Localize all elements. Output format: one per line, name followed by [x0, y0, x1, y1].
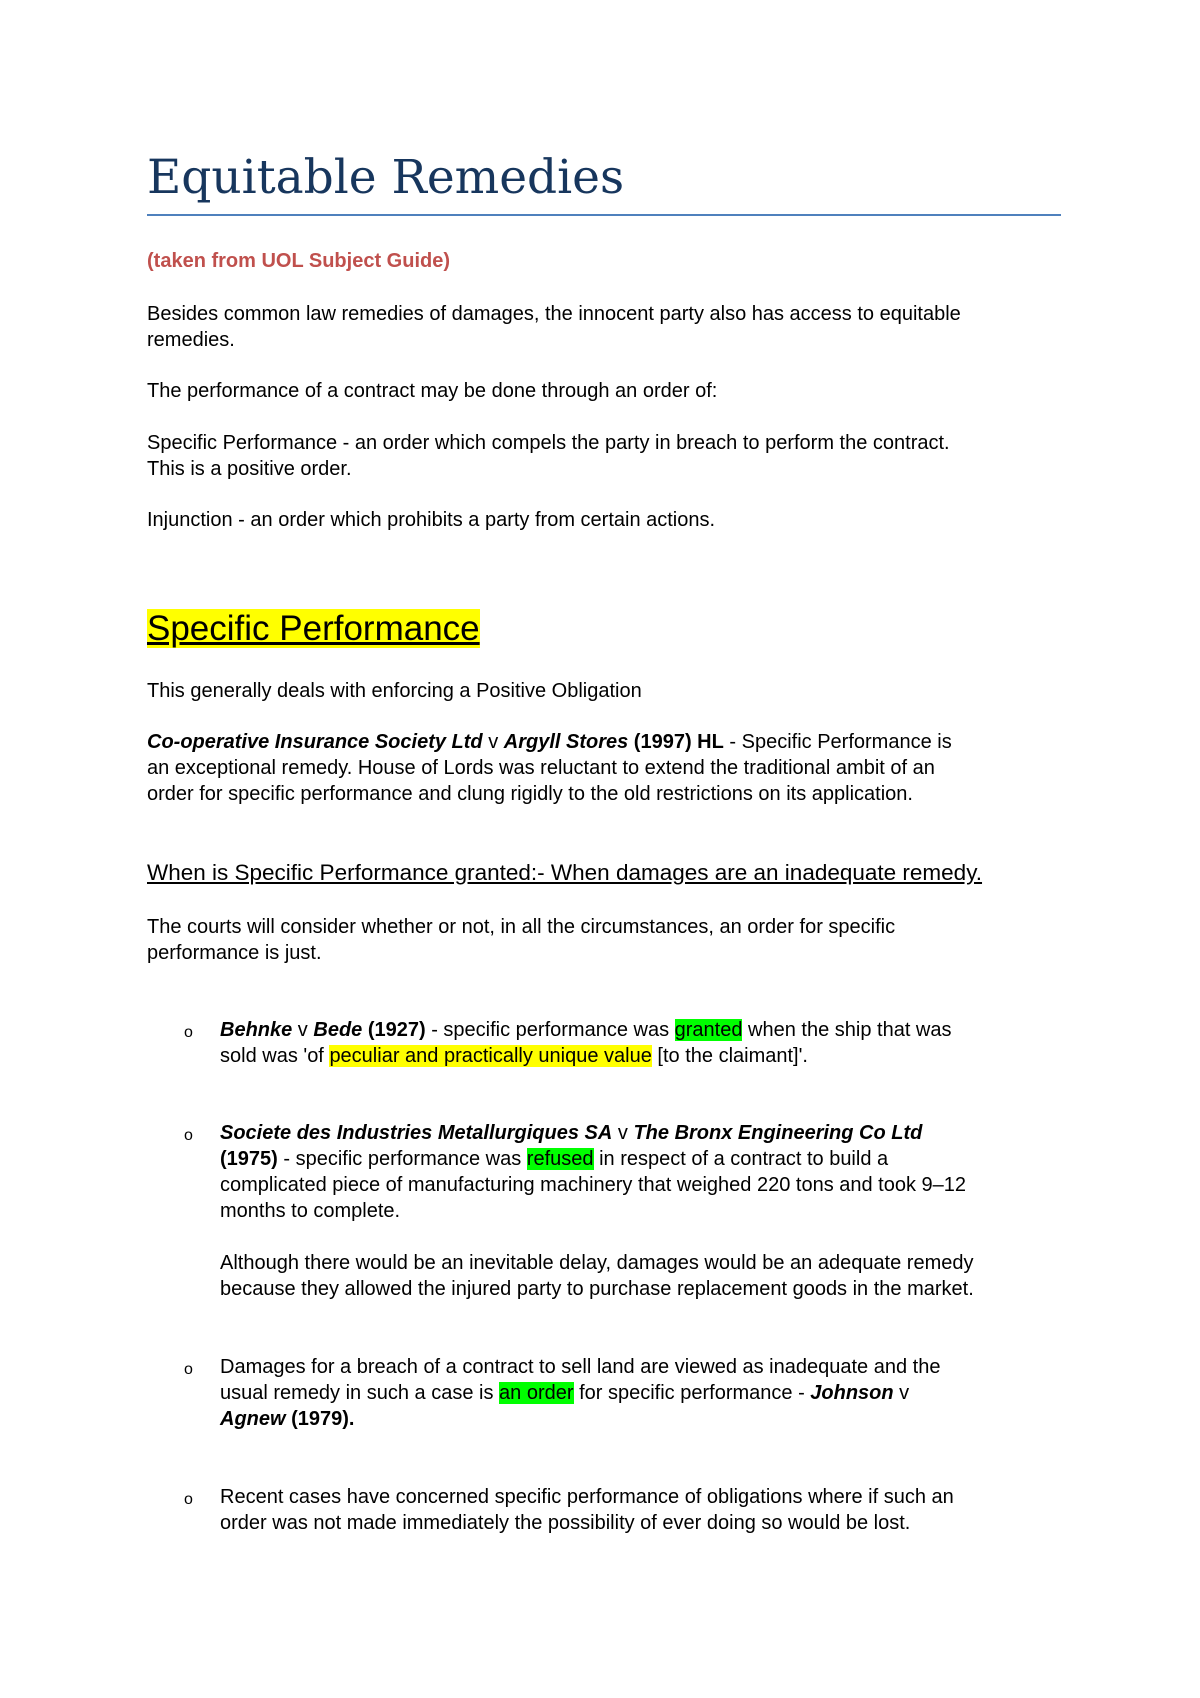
- bullet-marker: o: [184, 1491, 193, 1508]
- section-lead: This generally deals with enforcing a Positive Obligation: [147, 680, 642, 702]
- courts-consider-line-1: The courts will consider whether or not, in all the circumstances, an order for specific: [147, 916, 896, 938]
- bullet-text: - specific performance was: [277, 1148, 527, 1170]
- section-heading-text: Specific Performance: [147, 609, 480, 648]
- case-name: Agnew: [220, 1408, 286, 1430]
- case-citation: (1979).: [285, 1408, 355, 1430]
- highlight-granted: granted: [674, 1019, 743, 1041]
- bullet-land-line-1: Damages for a breach of a contract to sell land are viewed as inadequate and the: [220, 1356, 941, 1378]
- case-name: The Bronx Engineering Co Ltd: [633, 1122, 923, 1144]
- order-intro: The performance of a contract may be done through an order of:: [147, 380, 718, 402]
- highlight-unique-value: peculiar and practically unique value: [329, 1045, 652, 1067]
- bullet-text: sold was 'of: [220, 1045, 330, 1067]
- bullet-text: usual remedy in such a case is: [220, 1382, 500, 1404]
- case-citation: (1997) HL: [628, 731, 724, 753]
- bullet-text: - specific performance was: [425, 1019, 675, 1041]
- case-cooperative-line-1: [147, 729, 1077, 755]
- sp-definition-line-1: Specific Performance - an order which compels the party in breach to perform the contract.: [147, 432, 950, 454]
- case-v: v: [893, 1382, 910, 1404]
- bullet-societe-line-3: complicated piece of manufacturing machinery that weighed 220 tons and took 9–12: [220, 1174, 967, 1196]
- bullet-behnke-line-2: [220, 1043, 1080, 1069]
- bullet-recent-line-2: order was not made immediately the possibility of ever doing so would be lost.: [220, 1512, 911, 1534]
- injunction-definition: Injunction - an order which prohibits a party from certain actions.: [147, 509, 716, 531]
- case-name: Societe des Industries Metallurgiques SA: [220, 1122, 613, 1144]
- bullet-societe-line-2: [220, 1146, 1080, 1172]
- bullet-text: when the ship that was: [742, 1019, 952, 1041]
- highlight-an-order: an order: [499, 1382, 574, 1404]
- case-v: v: [612, 1122, 634, 1144]
- intro-line-1: Besides common law remedies of damages, the innocent party also has access to equitable: [147, 303, 961, 325]
- highlight-refused: refused: [526, 1148, 594, 1170]
- bullet-societe-para2-line-1: Although there would be an inevitable delay, damages would be an adequate remedy: [220, 1252, 974, 1274]
- case-name: Co-operative Insurance Society Ltd: [147, 731, 483, 753]
- bullet-marker: o: [184, 1024, 193, 1041]
- bullet-text: for specific performance -: [573, 1382, 811, 1404]
- bullet-land-line-3: [220, 1406, 1080, 1432]
- case-v: v: [292, 1019, 314, 1041]
- bullet-societe-para2-line-2: because they allowed the injured party to purchase replacement goods in the market.: [220, 1278, 974, 1300]
- page-title: Equitable Remedies: [147, 148, 1061, 216]
- case-cooperative-line-2: an exceptional remedy. House of Lords was reluctant to extend the traditional ambit of an: [147, 757, 935, 779]
- section-heading-specific-performance: [147, 608, 480, 650]
- case-name: Bede: [313, 1019, 363, 1041]
- case-name: Johnson: [810, 1382, 894, 1404]
- case-v: v: [482, 731, 504, 753]
- bullet-marker: o: [184, 1361, 193, 1378]
- bullet-text: [to the claimant]'.: [651, 1045, 808, 1067]
- case-name: Behnke: [220, 1019, 293, 1041]
- bullet-recent-line-1: Recent cases have concerned specific performance of obligations where if such an: [220, 1486, 954, 1508]
- intro-line-2: remedies.: [147, 329, 235, 351]
- case-name: Argyll Stores: [503, 731, 629, 753]
- source-note: (taken from UOL Subject Guide): [147, 250, 450, 272]
- bullet-land-line-2: [220, 1380, 1080, 1406]
- courts-consider-line-2: performance is just.: [147, 942, 322, 964]
- bullet-societe-line-4: months to complete.: [220, 1200, 401, 1222]
- bullet-text: in respect of a contract to build a: [593, 1148, 889, 1170]
- bullet-societe-line-1: [220, 1120, 1080, 1146]
- subheading-when-granted: When is Specific Performance granted:- When damages are an inadequate remedy.: [147, 860, 983, 885]
- sp-definition-line-2: This is a positive order.: [147, 458, 352, 480]
- case-text: - Specific Performance is: [723, 731, 952, 753]
- case-cooperative-line-3: order for specific performance and clung rigidly to the old restrictions on its application.: [147, 783, 913, 805]
- case-citation: (1927): [362, 1019, 426, 1041]
- bullet-behnke-line-1: [220, 1017, 1080, 1043]
- bullet-marker: o: [184, 1127, 193, 1144]
- case-citation: (1975): [220, 1148, 278, 1170]
